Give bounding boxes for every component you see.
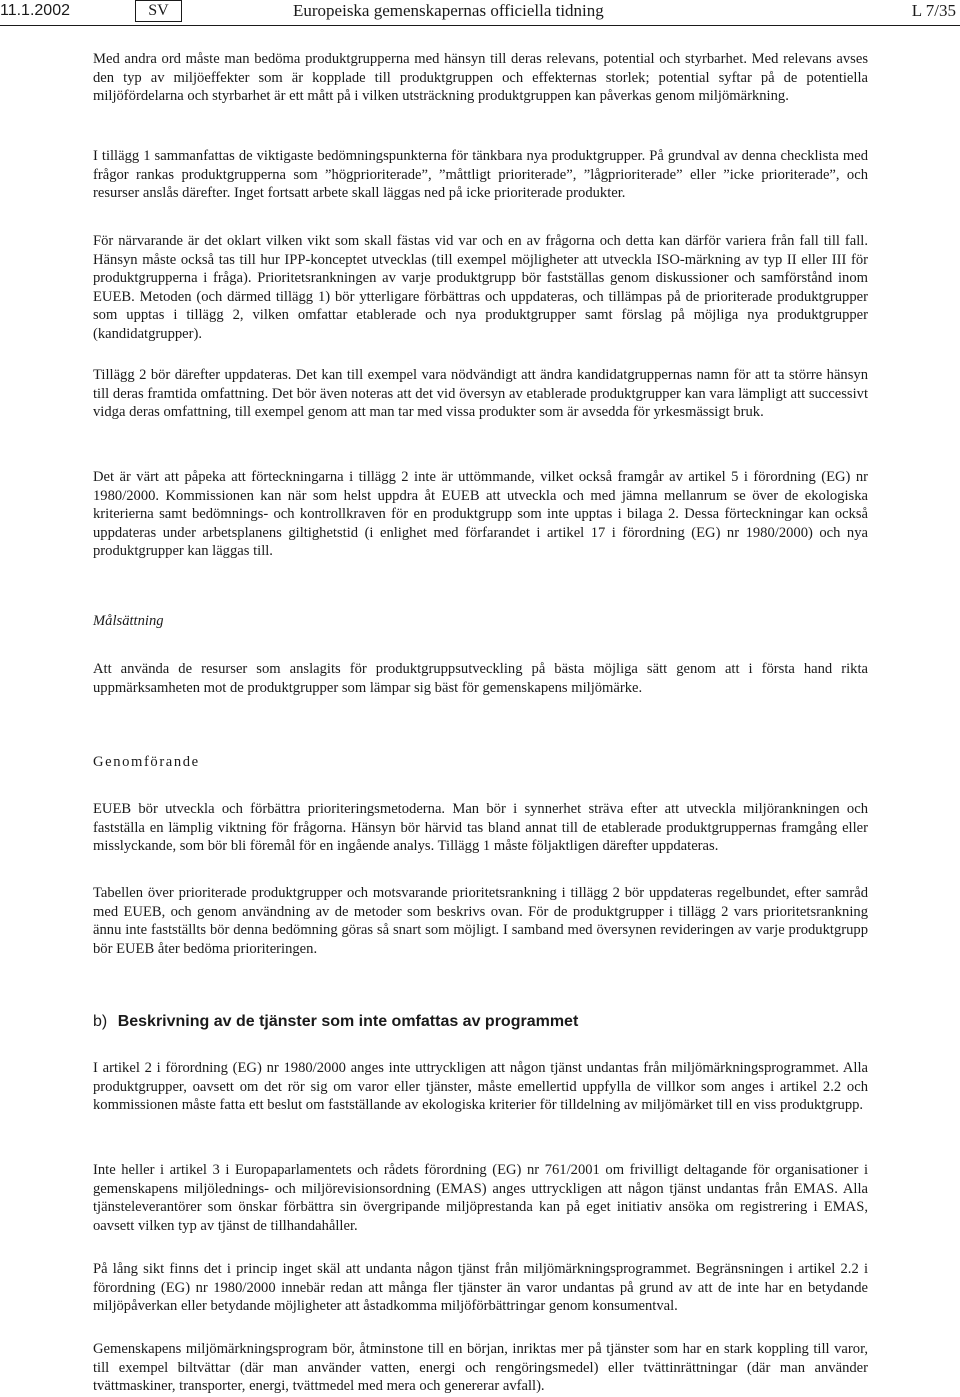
heading-b-title: Beskrivning av de tjänster som inte omfattas av programmet xyxy=(117,1013,579,1030)
paragraph-weighting: För närvarande är det oklart vilken vikt som skall fästas vid var och en av frågorna och detta kan därför variera från fall till fall. Hänsyn måste också tas till hur IPP-konceptet utvecklas (till exempel möjligheter att utveckla ISO-märkning av typ II eller III för produktgrupperna i fråga). Prioritetsrankningen av varje produktgrupp bör fastställas genom diskussioner och samförstånd inom EUEB. Metoden (och därmed tillägg 1) bör ytterligare förbättras och uppdateras, och tillämpas på de prioriterade produktgrupper som upptas i tillägg 2, vilken omfattar etablerade och nya produktgrupper samt förslag på möjliga nya produktgrupper (kandidatgrupper). xyxy=(93,233,868,342)
paragraph-relevance: Med andra ord måste man bedöma produktgrupperna med hänsyn till deras relevans, potential och styrbarhet. Med relevans avses den typ av miljöeffekter som är kopplade till produktgruppen och effekternas storlek; potential syftar på de potentiella miljöfördelarna och styrbarhet är ett mått på i vilken utsträckning produktgruppen kan påverkas genom miljömärkning. xyxy=(93,51,868,105)
paragraph-article2: I artikel 2 i förordning (EG) nr 1980/2000 anges inte uttryckligen att någon tjänst undantas från miljömärkningsprogrammet. Alla produktgrupper, oavsett om det rör sig om varor eller tjänster, måste emellertid uppfylla de villkor som anges i artikel 2.2 och kommissionen måste fatta ett beslut om fastställande av ekologiska kriterier för tilldelning av miljömärket till en viss produktgrupp. xyxy=(93,1060,868,1114)
heading-b-services xyxy=(93,1013,868,1031)
heading-genomforande: Genomförande xyxy=(93,754,200,770)
header-rule xyxy=(0,25,960,26)
paragraph-objective: Att använda de resurser som anslagits för produktgruppsutveckling på bästa möjliga sätt genom att i första hand rikta uppmärksamheten mot de produktgrupper som lämpar sig bäst för gemenskapens miljömärke. xyxy=(93,661,868,696)
paragraph-lists-not-exhaustive: Det är värt att påpeka att förteckningarna i tillägg 2 inte är uttömmande, vilket också framgår av artikel 5 i förordning (EG) nr 1980/2000. Kommissionen kan när som helst uppdra åt EUEB att utveckla och med jämna mellanrum se över de ekologiska kriterierna samt bedömnings- och kontrollkraven för en produktgrupp som inte upptas i bilaga 2. Dessa förteckningar kan också uppdateras under arbetsplanens giltighetstid (i enlighet med förfarandet i artikel 17 i förordning (EG) nr 1980/2000) och nya produktgrupper kan läggas till. xyxy=(93,469,868,560)
heading-b-prefix: b) xyxy=(93,1013,108,1030)
paragraph-initial-focus: Gemenskapens miljömärkningsprogram bör, åtminstone till en början, inriktas mer på tjänster som har en stark koppling till varor, till exempel biltvättar (där man använder vatten, energi och rengöringsmedel) eller tvättinrättningar (där man använder tvättmaskiner, transporter, energi, tvättmedel med mera och genererar avfall). xyxy=(93,1341,868,1395)
publication-date: 11.1.2002 xyxy=(0,2,70,19)
journal-title: Europeiska gemenskapernas officiella tidning xyxy=(293,1,604,20)
paragraph-methods: EUEB bör utveckla och förbättra prioriteringsmetoderna. Man bör i synnerhet sträva efter att utveckla miljörankningen och fastställa en lämplig viktning för frågorna. Hänsyn bör härvid tas bland annat till de etablerade produktgruppernas framgång eller misslyckande, som bör bli föremål för en ingående analys. Tillägg 1 måste följaktligen därefter uppdateras. xyxy=(93,801,868,855)
paragraph-emas: Inte heller i artikel 3 i Europaparlamentets och rådets förordning (EG) nr 761/2001 om frivilligt deltagande för organisationer i gemenskapens miljölednings- och miljörevisionsordning (EMAS) anges uttryckligen att någon tjänst undantas från EMAS. Alla tjänsteleverantörer som önskar förbättra sin övergripande miljöprestanda kan på eget initiativ ansöka om registrering i EMAS, oavsett vilken typ av tjänst de tillhandahåller. xyxy=(93,1162,868,1234)
page-header xyxy=(0,0,960,26)
page-reference: L 7/35 xyxy=(911,1,956,20)
paragraph-priority-table: Tabellen över prioriterade produktgrupper och motsvarande prioritetsrankning i tillägg 2 bör uppdateras regelbundet, efter samråd med EUEB, och genom användning av de metoder som beskrivs ovan. För de produktgrupper i tillägg 2 vars prioritetsrankning ännu inte fastställts bör denna bedömning göras så snart som möjligt. I samband med översynen revideringen av varje produktgrupp bör EUEB åter bedöma prioriteringen. xyxy=(93,885,868,957)
heading-malsattning: Målsättning xyxy=(93,613,164,629)
paragraph-checklist: I tillägg 1 sammanfattas de viktigaste bedömningspunkterna för tänkbara nya produktgrupper. På grundval av denna checklista med frågor rankas produktgrupperna som ”högprioriterade”, ”måttligt prioriterade”, ”lågprioriterade” eller ”icke prioriterade”, och resurser anslås därefter. Inget fortsatt arbete skall läggas ned på icke prioriterade produkter. xyxy=(93,148,868,202)
paragraph-long-term: På lång sikt finns det i princip inget skäl att undanta någon tjänst från miljömärkningsprogrammet. Begränsningen i artikel 2.2 i förordning (EG) nr 1980/2000 innebär redan att många fler tjänster än varor undantas på grund av att de inte har en betydande miljöpåverkan eller betydande möjligheter att åstadkomma miljöförbättringar genom konsumentval. xyxy=(93,1261,868,1315)
paragraph-update-annex2: Tillägg 2 bör därefter uppdateras. Det kan till exempel vara nödvändigt att ändra kandidatgruppernas namn för att ta större hänsyn till deras framtida omfattning. Det bör även noteras att det vid översyn av etablerade produktgrupper kan vara lämpligt att successivt vidga deras omfattning, till exempel genom att man tar med vissa produkter som är avsedda för yrkesmässigt bruk. xyxy=(93,367,868,421)
language-box: SV xyxy=(135,0,182,22)
